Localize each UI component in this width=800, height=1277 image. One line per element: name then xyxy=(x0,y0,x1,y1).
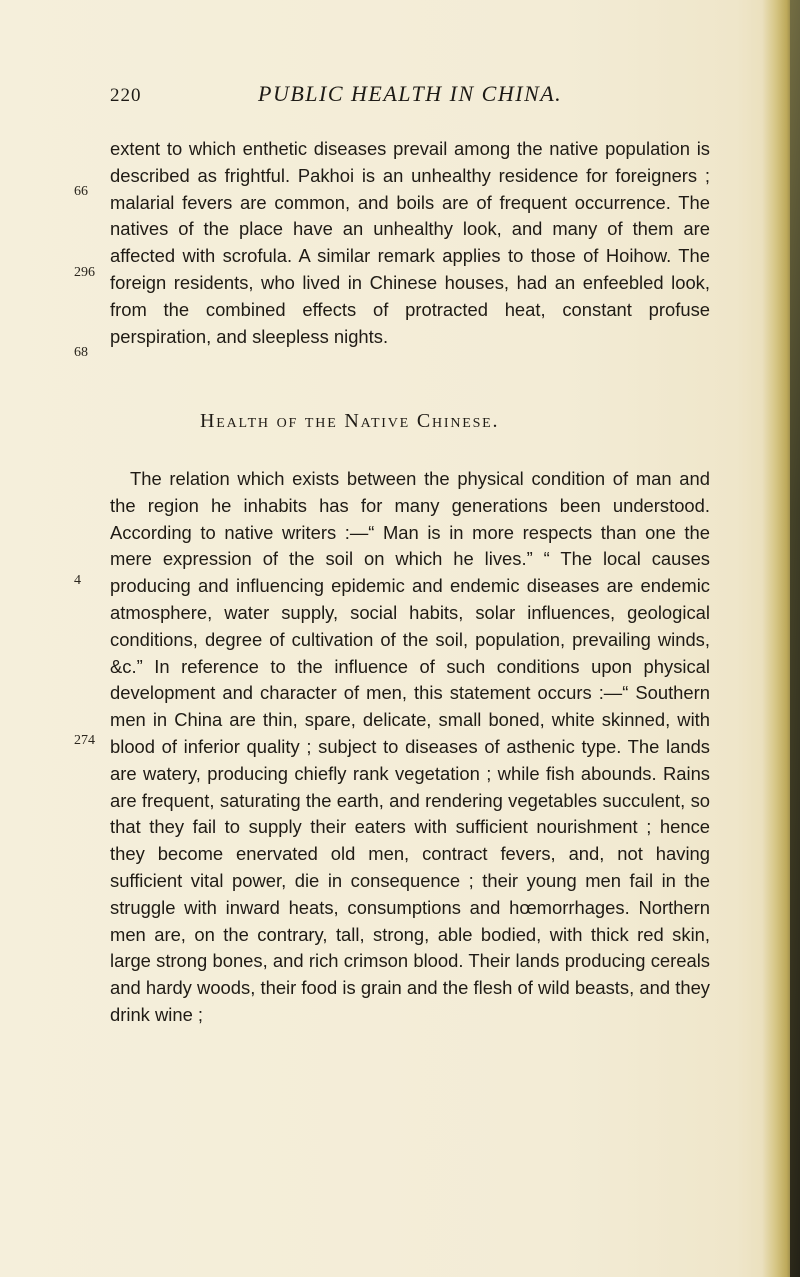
paragraph-2-text: The relation which exists between the physical condition of man and the region he inhabits has for many generations been understood. According to native writers :—“ Man is in more respects than one the mere expression of the soil on which he lives.” “ The local causes producing and influencing epidemic and endemic diseases are endemic atmosphere, water supply, social habits, solar influences, geological conditions, degree of cultivation of the soil, population, prevailing winds, &c.” In reference to the influence of such conditions upon physical development and character of men, this statement occurs :—“ Southern men in China are thin, spare, delicate, small boned, white skinned, with blood of inferior quality ; subject to diseases of asthenic type. The lands are watery, producing chiefly rank vegetation ; while fish abounds. Rains are frequent, saturating the earth, and rendering vegetables succulent, so that they fail to supply their eaters with sufficient nourishment ; hence they become enervated old men, contract fevers, and, not having sufficient vital power, die in consequence ; their young men fail in the struggle with inward heats, consumptions and hœmorrhages. Northern men are, on the contrary, tall, strong, able bodied, with thick red skin, large strong bones, and rich crimson blood. Their lands producing cereals and hardy woods, their food is grain and the flesh of wild beasts, and they drink wine ; xyxy=(110,468,710,1025)
section-heading: Health of the Native Chinese. xyxy=(200,410,500,432)
margin-note: 68 xyxy=(74,345,88,360)
running-title: PUBLIC HEALTH IN CHINA. xyxy=(258,81,563,106)
margin-note: 274 xyxy=(74,733,95,748)
paragraph-2 xyxy=(110,466,710,1029)
margin-note: 4 xyxy=(74,573,81,588)
paragraph-1 xyxy=(110,136,710,350)
page-number: 220 xyxy=(110,85,142,106)
margin-note: 296 xyxy=(74,265,95,280)
page-edge-shadow xyxy=(762,0,800,1277)
page-header xyxy=(110,79,710,115)
paragraph-1-text: extent to which enthetic diseases prevail among the native population is described as frightful. Pakhoi is an unhealthy residence for foreigners ; malarial fevers are common, and boils are of frequent occurrence. The natives of the place have an unhealthy look, and many of them are affected with scrofula. A similar remark applies to those of Hoihow. The foreign residents, who lived in Chinese houses, had an enfeebled look, from the combined effects of protracted heat, constant profuse perspiration, and sleepless nights. xyxy=(110,138,710,347)
margin-note: 66 xyxy=(74,184,88,199)
